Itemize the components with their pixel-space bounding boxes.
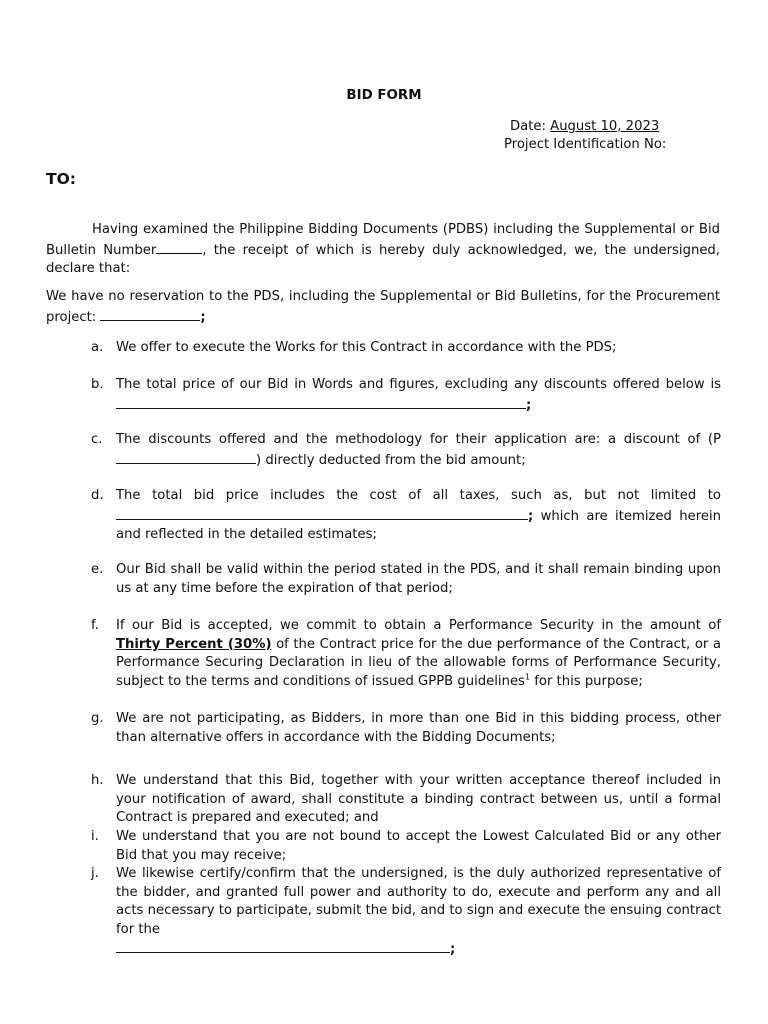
project-id-label: Project Identification No: xyxy=(504,137,667,152)
contract-blank xyxy=(116,939,450,953)
item-text: We understand that you are not bound to accept the Lowest Calculated Bid or any other Bid that you may receive; xyxy=(116,829,721,863)
semicolon: ; xyxy=(528,508,534,524)
item-f-text-a: If our Bid is accepted, we commit to obtain a Performance Security in the amount of xyxy=(116,618,721,633)
item-text: We are not participating, as Bidders, in more than one Bid in this bidding process, other than alternative offers in accordance with the Bidding Documents; xyxy=(116,711,721,745)
item-text xyxy=(116,487,721,545)
item-marker: d. xyxy=(91,488,104,503)
list-item-a xyxy=(91,339,721,358)
performance-percent: Thirty Percent (30%) xyxy=(116,636,272,652)
to-label: TO: xyxy=(46,170,76,188)
item-marker: a. xyxy=(91,340,104,355)
list-item-j xyxy=(91,865,721,960)
list-item-f xyxy=(91,617,721,691)
item-f-text-c: for this purpose; xyxy=(534,673,643,689)
item-c-text-b: ) directly deducted from the bid amount; xyxy=(256,452,526,468)
list-item-i xyxy=(91,828,721,865)
item-d-text-b: which are itemized herein and reflected in the detailed estimates; xyxy=(116,508,721,543)
item-j-text: We likewise certify/confirm that the undersigned, is the duly authorized representative of the bidder, and granted full power and authority to do, execute and perform any and all acts necessary to participate, submit the bid, and to sign and execute the ensuing contract for the xyxy=(116,866,721,937)
discount-blank xyxy=(116,450,256,464)
bid-price-blank xyxy=(116,395,526,409)
item-marker: e. xyxy=(91,562,104,577)
item-text xyxy=(116,865,721,960)
semicolon: ; xyxy=(526,397,532,413)
page-title: BID FORM xyxy=(346,88,422,103)
bulletin-number-blank xyxy=(156,240,202,254)
item-text xyxy=(116,431,721,470)
header-meta xyxy=(504,118,734,154)
item-text xyxy=(116,376,721,415)
item-marker: b. xyxy=(91,377,104,392)
intro-text-b: , the receipt of which is hereby duly acknowledged, we, the undersigned, declare that: xyxy=(46,242,720,277)
list-item-d xyxy=(91,487,721,545)
date-label: Date: xyxy=(510,119,546,134)
list-item-b xyxy=(91,376,721,415)
item-marker: i. xyxy=(91,829,99,844)
item-text: We understand that this Bid, together with your written acceptance thereof included in your notification of award, shall constitute a binding contract between us, until a formal Contract is prepared and executed; and xyxy=(116,773,721,826)
item-marker: h. xyxy=(91,773,104,788)
reservation-text: We have no reservation to the PDS, including the Supplemental or Bid Bulletins, for the Procurement project: xyxy=(46,289,720,325)
item-text: We offer to execute the Works for this Contract in accordance with the PDS; xyxy=(116,340,617,355)
date-line xyxy=(504,118,734,136)
item-marker: g. xyxy=(91,711,104,726)
item-c-text-a: The discounts offered and the methodology for their application are: a discount of (P xyxy=(116,432,721,447)
item-f-text-b: of the Contract price for the due performance of the Contract, or a Performance Securing Declaration in lieu of the allowable forms of Performance Security, subject to the terms and conditions of issued GPPB guidelines xyxy=(116,636,721,689)
item-d-text-a: The total bid price includes the cost of all taxes, such as, but not limited to xyxy=(116,488,721,503)
project-blank xyxy=(100,307,200,321)
intro-paragraph xyxy=(46,221,720,279)
item-marker: c. xyxy=(91,432,103,447)
item-text: Our Bid shall be valid within the period stated in the PDS, and it shall remain binding upon us at any time before the expiration of that period; xyxy=(116,562,721,596)
footnote-marker: 1 xyxy=(524,672,531,682)
list-item-c xyxy=(91,431,721,470)
item-b-text: The total price of our Bid in Words and figures, excluding any discounts offered below is xyxy=(116,377,721,392)
list-item-h xyxy=(91,772,721,828)
reservation-paragraph xyxy=(46,288,720,327)
item-marker: f. xyxy=(91,618,99,633)
item-marker: j. xyxy=(91,866,99,881)
list-item-g xyxy=(91,710,721,747)
taxes-blank xyxy=(116,506,528,520)
item-text xyxy=(116,617,721,691)
semicolon: ; xyxy=(200,309,206,325)
date-value: August 10, 2023 xyxy=(550,119,660,134)
semicolon: ; xyxy=(450,942,456,958)
intro-text-a: Having examined the Philippine Bidding Documents (PDBS) including the Supplemental or Bid Bulletin Number xyxy=(46,222,720,258)
list-item-e xyxy=(91,561,721,598)
